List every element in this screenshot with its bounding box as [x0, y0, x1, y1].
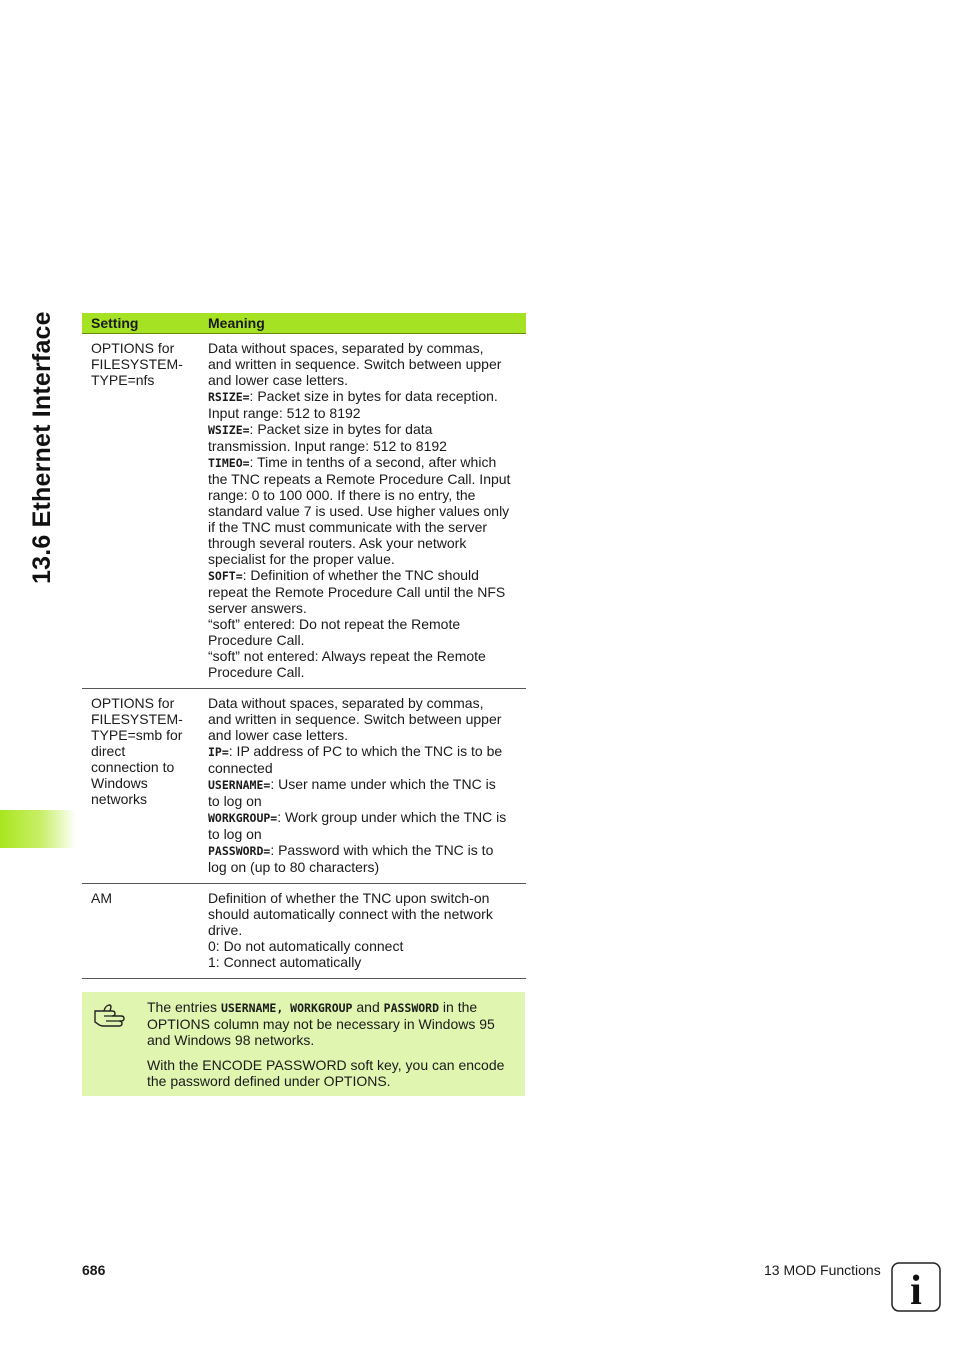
meaning-text: : Time in tenths of a second, after which — [249, 454, 497, 470]
meaning-line — [208, 648, 520, 664]
setting-line: FILESYSTEM- — [91, 711, 183, 727]
meaning-line — [208, 890, 520, 906]
table-body — [82, 334, 526, 979]
meaning-line — [208, 487, 520, 503]
meaning-line — [208, 760, 520, 776]
meaning-text: and written in sequence. Switch between upper — [208, 356, 502, 372]
meaning-line — [208, 535, 520, 551]
parameter-code: PASSWORD= — [208, 844, 271, 858]
setting-line: Windows — [91, 775, 148, 791]
meaning-line — [208, 600, 520, 616]
setting-line: TYPE=smb for — [91, 727, 183, 743]
meaning-line — [208, 584, 520, 600]
meaning-text: to log on — [208, 793, 262, 809]
setting-line: OPTIONS for — [91, 695, 175, 711]
meaning-line — [208, 826, 520, 842]
meaning-text: connected — [208, 760, 273, 776]
setting-line: AM — [91, 890, 112, 906]
meaning-line — [208, 776, 520, 793]
section-title-vertical — [22, 310, 62, 610]
parameter-code: USERNAME= — [208, 778, 271, 792]
section-title-text: 13.6 Ethernet Interface — [28, 311, 56, 584]
parameter-code: SOFT= — [208, 569, 243, 583]
note-paragraph-1 — [147, 999, 517, 1048]
meaning-text: range: 0 to 100 000. If there is no entry, the — [208, 487, 476, 503]
meaning-line — [208, 809, 520, 826]
setting-cell — [82, 334, 199, 689]
meaning-text: Data without spaces, separated by commas, — [208, 695, 484, 711]
meaning-line — [208, 551, 520, 567]
meaning-line — [208, 405, 520, 421]
note-line: and Windows 98 networks. — [147, 1032, 315, 1048]
meaning-text: transmission. Input range: 512 to 8192 — [208, 438, 447, 454]
meaning-cell — [199, 884, 526, 979]
meaning-line — [208, 519, 520, 535]
note-box — [82, 992, 525, 1096]
meaning-text: Procedure Call. — [208, 664, 305, 680]
meaning-text: should automatically connect with the network — [208, 906, 493, 922]
meaning-line — [208, 632, 520, 648]
note-code-password: PASSWORD — [383, 1001, 440, 1015]
meaning-line — [208, 454, 520, 471]
note-text-part: and — [352, 999, 384, 1015]
meaning-line — [208, 938, 520, 954]
setting-line: networks — [91, 791, 148, 807]
note-text — [147, 999, 517, 1098]
meaning-line — [208, 922, 520, 938]
meaning-text: 1: Connect automatically — [208, 954, 362, 970]
chapter-tab-marker — [0, 810, 76, 848]
note-line: With the ENCODE PASSWORD soft key, you can encode — [147, 1057, 505, 1073]
meaning-line — [208, 793, 520, 809]
info-icon[interactable] — [891, 1262, 941, 1312]
setting-line: FILESYSTEM- — [91, 356, 183, 372]
setting-line: TYPE=nfs — [91, 372, 155, 388]
meaning-line — [208, 711, 520, 727]
header-setting: Setting — [82, 313, 199, 334]
table-row — [82, 334, 526, 689]
meaning-text: : IP address of PC to which the TNC is to be — [228, 743, 503, 759]
note-text-part: The entries — [147, 999, 221, 1015]
meaning-line — [208, 842, 520, 859]
meaning-text: specialist for the proper value. — [208, 551, 395, 567]
meaning-text: if the TNC must communicate with the server — [208, 519, 488, 535]
note-line: OPTIONS column may not be necessary in Windows 95 — [147, 1016, 495, 1032]
meaning-cell — [199, 689, 526, 884]
meaning-text: and written in sequence. Switch between upper — [208, 711, 502, 727]
parameter-code: TIMEO= — [208, 456, 250, 470]
meaning-line — [208, 421, 520, 438]
meaning-text: Definition of whether the TNC upon switch-on — [208, 890, 490, 906]
table-row — [82, 884, 526, 979]
page-number: 686 — [82, 1262, 106, 1278]
meaning-line — [208, 340, 520, 356]
meaning-line — [208, 859, 520, 875]
meaning-text: Input range: 512 to 8192 — [208, 405, 361, 421]
note-line: the password defined under OPTIONS. — [147, 1073, 391, 1089]
meaning-text: : Definition of whether the TNC should — [242, 567, 479, 583]
meaning-line — [208, 356, 520, 372]
meaning-text: “soft” not entered: Always repeat the Remote — [208, 648, 486, 664]
meaning-line — [208, 906, 520, 922]
meaning-text: : Packet size in bytes for data reception. — [249, 388, 498, 404]
parameter-code: RSIZE= — [208, 390, 250, 404]
chapter-label: 13 MOD Functions — [764, 1262, 881, 1278]
pointing-hand-icon — [92, 1002, 128, 1030]
meaning-text: and lower case letters. — [208, 727, 349, 743]
note-code-username-workgroup: USERNAME, WORKGROUP — [220, 1001, 353, 1015]
meaning-text: : Packet size in bytes for data — [249, 421, 433, 437]
info-icon-letter: i — [910, 1268, 922, 1312]
meaning-line — [208, 471, 520, 487]
meaning-text: Data without spaces, separated by commas, — [208, 340, 484, 356]
setting-cell — [82, 689, 199, 884]
meaning-line — [208, 664, 520, 680]
settings-table — [82, 313, 526, 979]
meaning-text: to log on — [208, 826, 262, 842]
note-paragraph-2 — [147, 1057, 517, 1089]
setting-line: connection to — [91, 759, 175, 775]
setting-cell — [82, 884, 199, 979]
meaning-text: and lower case letters. — [208, 372, 349, 388]
meaning-text: 0: Do not automatically connect — [208, 938, 404, 954]
meaning-text: : Work group under which the TNC is — [277, 809, 507, 825]
parameter-code: WSIZE= — [208, 423, 250, 437]
meaning-line — [208, 503, 520, 519]
meaning-line — [208, 616, 520, 632]
meaning-line — [208, 567, 520, 584]
parameter-code: WORKGROUP= — [208, 811, 278, 825]
meaning-text: : Password with which the TNC is to — [270, 842, 494, 858]
meaning-line — [208, 954, 520, 970]
setting-line: direct — [91, 743, 126, 759]
meaning-line — [208, 388, 520, 405]
meaning-text: standard value 7 is used. Use higher values only — [208, 503, 510, 519]
meaning-text: : User name under which the TNC is — [270, 776, 496, 792]
meaning-text: “soft” entered: Do not repeat the Remote — [208, 616, 461, 632]
setting-line: OPTIONS for — [91, 340, 175, 356]
meaning-text: log on (up to 80 characters) — [208, 859, 380, 875]
meaning-line — [208, 695, 520, 711]
table-row — [82, 689, 526, 884]
meaning-line — [208, 372, 520, 388]
meaning-line — [208, 743, 520, 760]
meaning-text: drive. — [208, 922, 243, 938]
table-header-row — [82, 313, 526, 334]
meaning-line — [208, 438, 520, 454]
meaning-line — [208, 727, 520, 743]
note-text-part: in the — [439, 999, 478, 1015]
meaning-text: through several routers. Ask your network — [208, 535, 467, 551]
meaning-text: Procedure Call. — [208, 632, 305, 648]
meaning-text: the TNC repeats a Remote Procedure Call. Input — [208, 471, 511, 487]
parameter-code: IP= — [208, 745, 229, 759]
meaning-text: repeat the Remote Procedure Call until the NFS — [208, 584, 506, 600]
meaning-cell — [199, 334, 526, 689]
meaning-text: server answers. — [208, 600, 307, 616]
header-meaning: Meaning — [199, 313, 526, 334]
